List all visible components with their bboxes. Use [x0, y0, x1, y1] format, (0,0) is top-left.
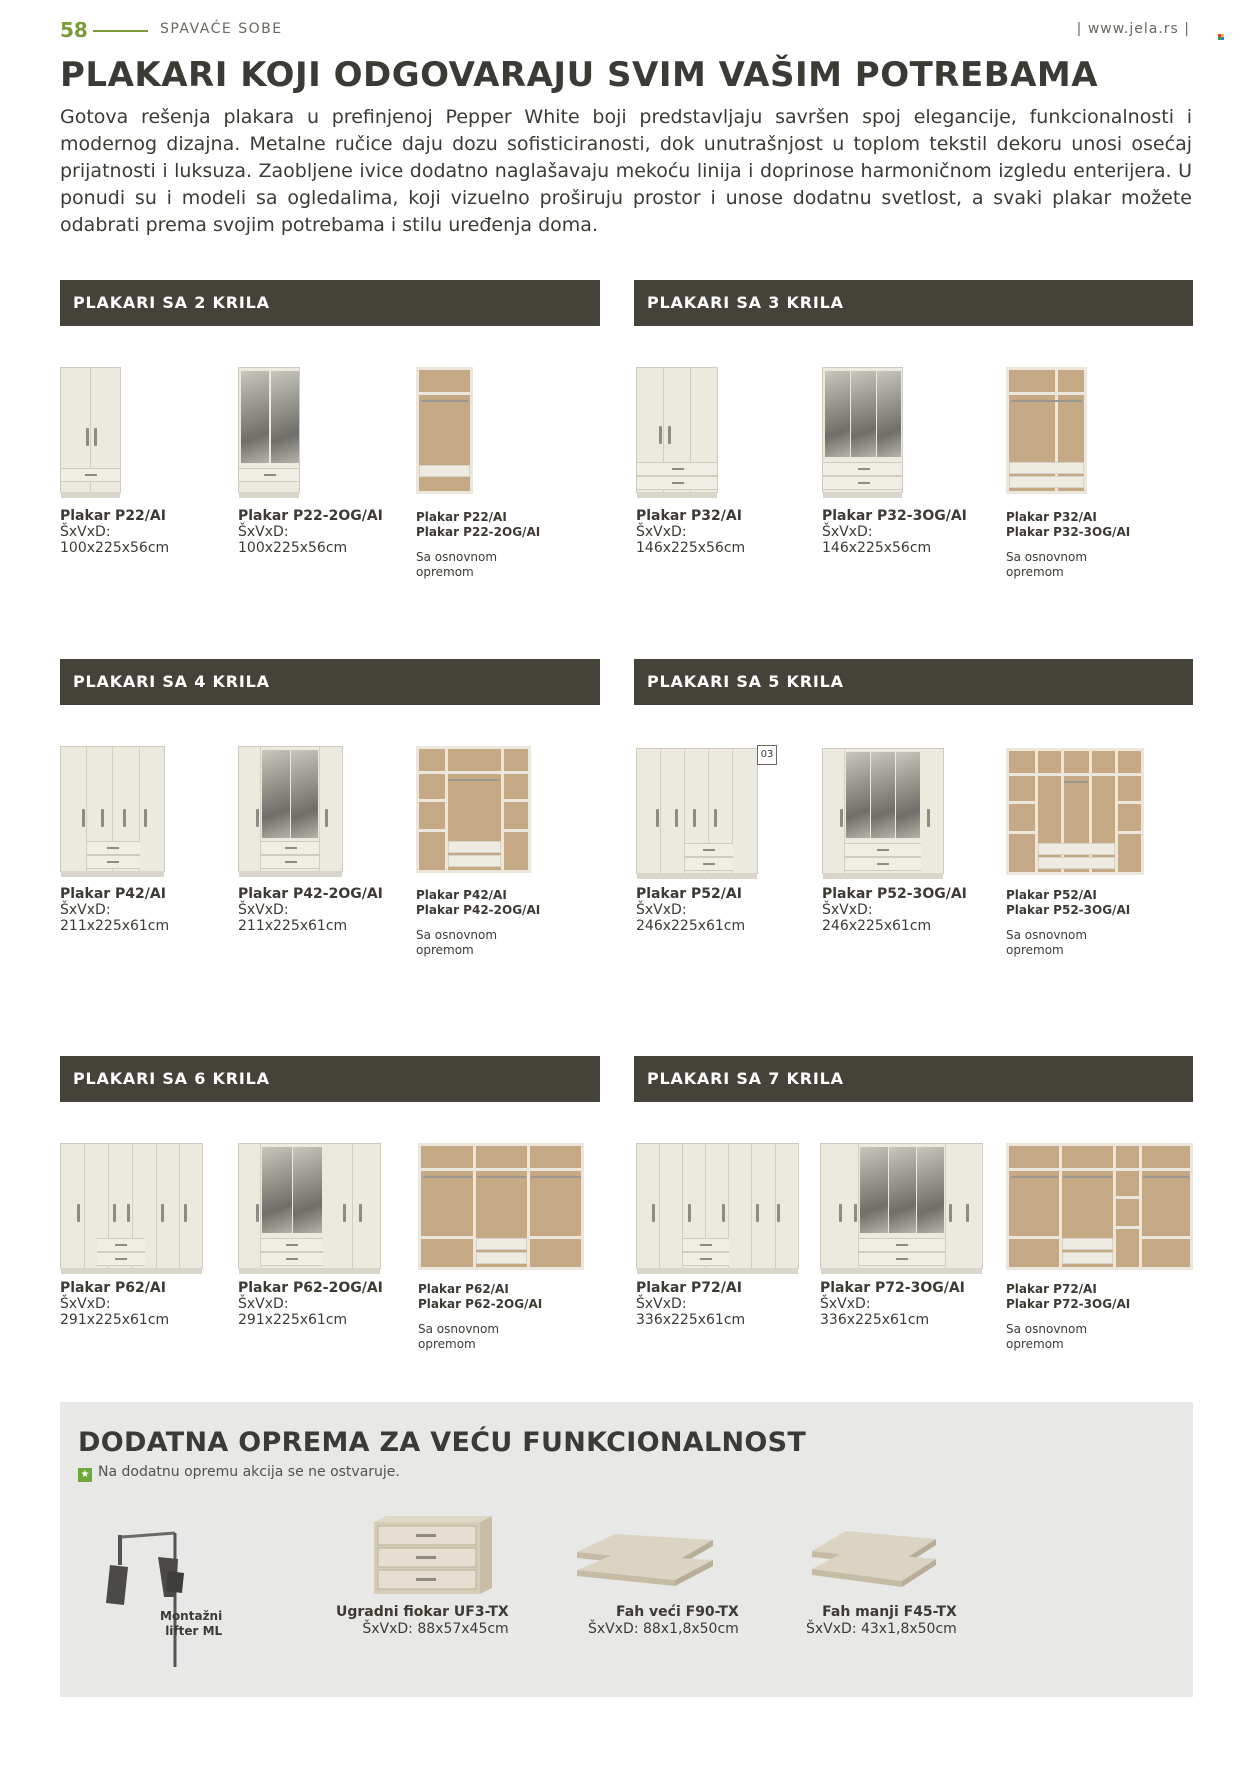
- product-caption-p62-2og: Plakar P62-2OG/AI ŠxVxD: 291x225x61cm: [238, 1280, 383, 1328]
- intro-text: Gotova rešenja plakara u prefinjenoj Pepper White boji predstavljaju savršen spoj elegancije, funkcionalnosti i modernog dizajna. Metalne ručice daju dozu sofisticiranosti, dok unutrašnjost u toplom tekstil dekoru unosi osećaj prijatnosti i luksuza. Zaobljene ivice dodatno naglašavaju mekoću linija i doprinose harmoničnom izgledu enterijera. U ponudi su i modeli sa ogledalima, koji vizuelno proširuju prostor i unose dodatnu svetlost, a svaki plakar možete odabrati prema svojim potrebama i stilu uređenja doma.: [60, 106, 1192, 236]
- section-bar-2-krila: PLAKARI SA 2 KRILA: [60, 280, 600, 326]
- page-number: 58: [60, 18, 88, 42]
- shelf-large-caption: Fah veći F90-TX ŠxVxD: 88x1,8x50cm: [588, 1604, 739, 1637]
- wardrobe-image-p72[interactable]: [636, 1143, 799, 1269]
- product-caption-p22-2og: Plakar P22-2OG/AI ŠxVxD: 100x225x56cm: [238, 508, 383, 556]
- lifter-caption: Montažni lifter ML: [160, 1609, 223, 1638]
- interior-caption-p42: Plakar P42/AI Plakar P42-2OG/AI Sa osnovnom opremom: [416, 888, 541, 957]
- product-caption-p52: Plakar P52/AI ŠxVxD: 246x225x61cm: [636, 886, 746, 934]
- wardrobe-image-p42-2og[interactable]: [238, 746, 343, 872]
- product-caption-p72: Plakar P72/AI ŠxVxD: 336x225x61cm: [636, 1280, 746, 1328]
- shelf-large-image[interactable]: [575, 1530, 715, 1590]
- wardrobe-image-p72-3og[interactable]: [820, 1143, 983, 1269]
- interior-caption-p32: Plakar P32/AI Plakar P32-3OG/AI Sa osnovnom opremom: [1006, 510, 1131, 579]
- wardrobe-image-p32[interactable]: [636, 367, 718, 493]
- section-bar-4-krila: PLAKARI SA 4 KRILA: [60, 659, 600, 705]
- wardrobe-image-p42[interactable]: [60, 746, 165, 872]
- drawer-unit-image[interactable]: [370, 1514, 495, 1599]
- product-caption-p42-2og: Plakar P42-2OG/AI ŠxVxD: 211x225x61cm: [238, 886, 383, 934]
- section-bar-5-krila: PLAKARI SA 5 KRILA: [634, 659, 1193, 705]
- wardrobe-interior-p32[interactable]: [1006, 367, 1087, 494]
- header-divider: [93, 30, 148, 32]
- color-dots-icon: [1218, 34, 1228, 42]
- wardrobe-image-p52[interactable]: [636, 748, 758, 874]
- product-caption-p62: Plakar P62/AI ŠxVxD: 291x225x61cm: [60, 1280, 170, 1328]
- product-caption-p32-3og: Plakar P32-3OG/AI ŠxVxD: 146x225x56cm: [822, 508, 967, 556]
- product-caption-p42: Plakar P42/AI ŠxVxD: 211x225x61cm: [60, 886, 170, 934]
- wardrobe-image-p22[interactable]: [60, 367, 121, 493]
- interior-caption-p62: Plakar P62/AI Plakar P62-2OG/AI Sa osnovnom opremom: [418, 1282, 543, 1351]
- badge-03: 03: [757, 745, 777, 765]
- drawer-unit-caption: Ugradni fiokar UF3-TX ŠxVxD: 88x57x45cm: [336, 1604, 509, 1637]
- extras-note: ★ Na dodatnu opremu akcija se ne ostvaruje.: [78, 1464, 400, 1482]
- product-caption-p32: Plakar P32/AI ŠxVxD: 146x225x56cm: [636, 508, 746, 556]
- product-caption-p22: Plakar P22/AI ŠxVxD: 100x225x56cm: [60, 508, 170, 556]
- wardrobe-interior-p72[interactable]: [1006, 1143, 1193, 1270]
- product-caption-p52-3og: Plakar P52-3OG/AI ŠxVxD: 246x225x61cm: [822, 886, 967, 934]
- lifter-image[interactable]: [80, 1517, 200, 1667]
- section-label: SPAVAĆE SOBE: [160, 21, 283, 37]
- section-bar-3-krila: PLAKARI SA 3 KRILA: [634, 280, 1193, 326]
- section-bar-7-krila: PLAKARI SA 7 KRILA: [634, 1056, 1193, 1102]
- wardrobe-image-p62-2og[interactable]: [238, 1143, 381, 1269]
- interior-caption-p22: Plakar P22/AI Plakar P22-2OG/AI Sa osnovnom opremom: [416, 510, 541, 579]
- section-bar-6-krila: PLAKARI SA 6 KRILA: [60, 1056, 600, 1102]
- wardrobe-interior-p22[interactable]: [416, 367, 473, 494]
- shelf-small-image[interactable]: [810, 1527, 940, 1592]
- star-icon: ★: [78, 1468, 92, 1482]
- page-title: PLAKARI KOJI ODGOVARAJU SVIM VAŠIM POTREBAMA: [60, 55, 1099, 95]
- wardrobe-interior-p42[interactable]: [416, 746, 531, 873]
- interior-caption-p72: Plakar P72/AI Plakar P72-3OG/AI Sa osnovnom opremom: [1006, 1282, 1131, 1351]
- interior-caption-p52: Plakar P52/AI Plakar P52-3OG/AI Sa osnovnom opremom: [1006, 888, 1131, 957]
- extras-title: DODATNA OPREMA ZA VEĆU FUNKCIONALNOST: [78, 1427, 807, 1458]
- wardrobe-image-p52-3og[interactable]: [822, 748, 944, 874]
- wardrobe-image-p22-2og[interactable]: [238, 367, 300, 493]
- website-link[interactable]: | www.jela.rs |: [1076, 21, 1190, 37]
- wardrobe-interior-p62[interactable]: [418, 1143, 584, 1270]
- wardrobe-interior-p52[interactable]: [1006, 748, 1144, 875]
- shelf-small-caption: Fah manji F45-TX ŠxVxD: 43x1,8x50cm: [806, 1604, 957, 1637]
- wardrobe-image-p32-3og[interactable]: [822, 367, 903, 493]
- product-caption-p72-3og: Plakar P72-3OG/AI ŠxVxD: 336x225x61cm: [820, 1280, 965, 1328]
- extras-panel: [60, 1402, 1193, 1697]
- wardrobe-image-p62[interactable]: [60, 1143, 203, 1269]
